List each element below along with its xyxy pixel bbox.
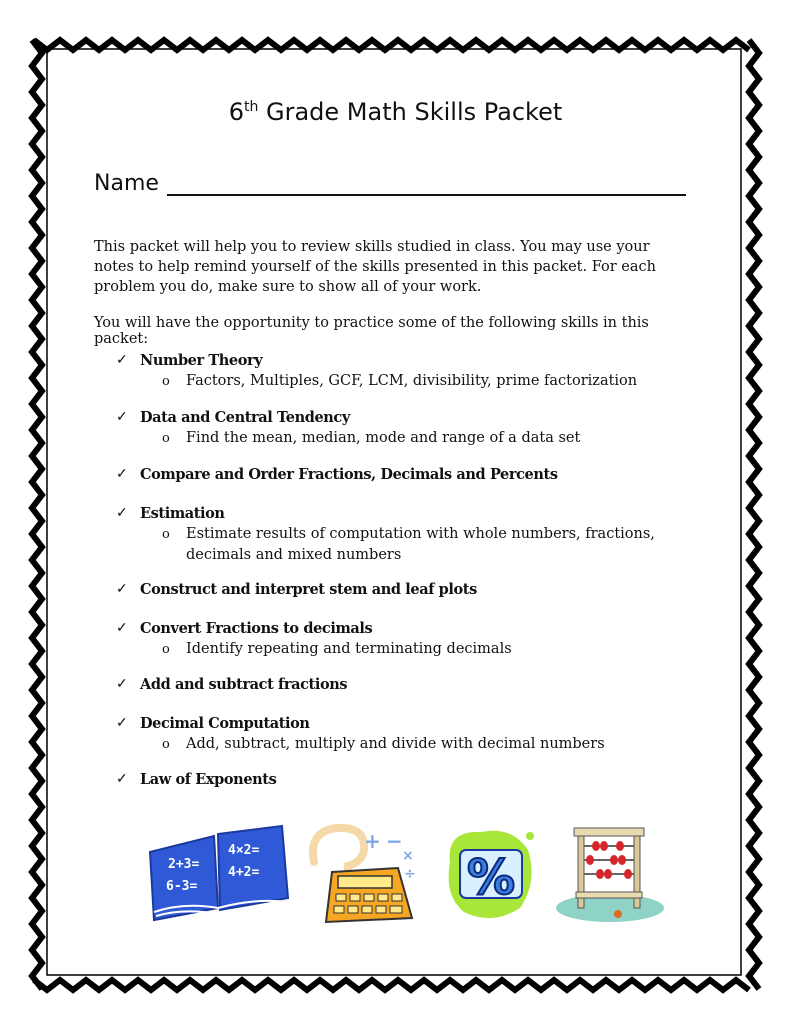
checkmark-icon: ✓ [116, 620, 128, 636]
skill-subitem-text: Add, subtract, multiply and divide with decimal numbers [186, 736, 605, 752]
grade-number: 6 [228, 98, 244, 126]
circle-bullet-icon: o [162, 527, 170, 542]
skill-title: Convert Fractions to decimals [140, 620, 373, 637]
checkmark-icon: ✓ [116, 581, 128, 597]
circle-bullet-icon: o [162, 737, 170, 752]
skill-subitem-text: Identify repeating and terminating decimals [186, 641, 512, 657]
skill-title: Decimal Computation [140, 715, 310, 732]
packet-page [52, 52, 739, 972]
skill-title: Construct and interpret stem and leaf plots [140, 581, 477, 598]
skills-lead-text: You will have the opportunity to practice some of the following skills in this packet: [94, 315, 649, 347]
minus-sign: − [386, 829, 403, 853]
book-left-top: 2+3= [168, 857, 200, 872]
circle-bullet-icon: o [162, 431, 170, 446]
checkmark-icon: ✓ [116, 466, 128, 482]
skill-subitem [162, 524, 686, 566]
skill-subitem [162, 428, 686, 449]
divide-sign: ÷ [404, 866, 416, 882]
grade-superscript: th [244, 99, 259, 115]
circle-bullet-icon: o [162, 642, 170, 657]
checkmark-icon: ✓ [116, 409, 128, 425]
skill-subitem-text: Find the mean, median, mode and range of a data set [186, 430, 581, 446]
checkmark-icon: ✓ [116, 771, 128, 787]
circle-bullet-icon: o [162, 374, 170, 389]
checkmark-icon: ✓ [116, 715, 128, 731]
zigzag-segment [34, 980, 749, 990]
skill-subitem [162, 639, 686, 660]
abacus-icon [554, 822, 666, 926]
zigzag-segment [32, 40, 42, 989]
book-left-bottom: 6-3= [166, 879, 198, 894]
skill-subitem [162, 734, 686, 755]
plus-sign: + [364, 829, 381, 853]
percent-icon [442, 822, 538, 922]
page-title [52, 98, 739, 126]
checkmark-icon: ✓ [116, 505, 128, 521]
skill-title: Law of Exponents [140, 771, 277, 788]
name-label: Name [94, 171, 159, 196]
skill-title: Number Theory [140, 352, 263, 369]
zigzag-segment [749, 40, 759, 989]
book-icon [144, 822, 292, 922]
calculator-icon [308, 822, 420, 926]
checkmark-icon: ✓ [116, 352, 128, 368]
percent-symbol: % [466, 850, 516, 906]
skill-title: Add and subtract fractions [140, 676, 348, 693]
skill-title: Compare and Order Fractions, Decimals and Percents [140, 466, 558, 483]
intro-paragraph: This packet will help you to review skills studied in class. You may use your notes to help remind yourself of the skills presented in this packet. For each problem you do, make sure to show all of your work. [94, 239, 656, 295]
skill-title: Data and Central Tendency [140, 409, 350, 426]
skill-title: Estimation [140, 505, 225, 522]
name-write-line[interactable] [167, 170, 686, 196]
skill-subitem-text: Factors, Multiples, GCF, LCM, divisibility, prime factorization [186, 373, 638, 389]
skill-subitem [162, 371, 686, 392]
book-right-top: 4×2= [228, 843, 260, 858]
skill-subitem-text: Estimate results of computation with whole numbers, fractions, decimals and mixed numbers [186, 526, 655, 563]
title-text: Grade Math Skills Packet [258, 98, 563, 126]
checkmark-icon: ✓ [116, 676, 128, 692]
name-field [94, 170, 686, 196]
book-right-bottom: 4+2= [228, 865, 260, 880]
times-sign: × [402, 848, 414, 864]
